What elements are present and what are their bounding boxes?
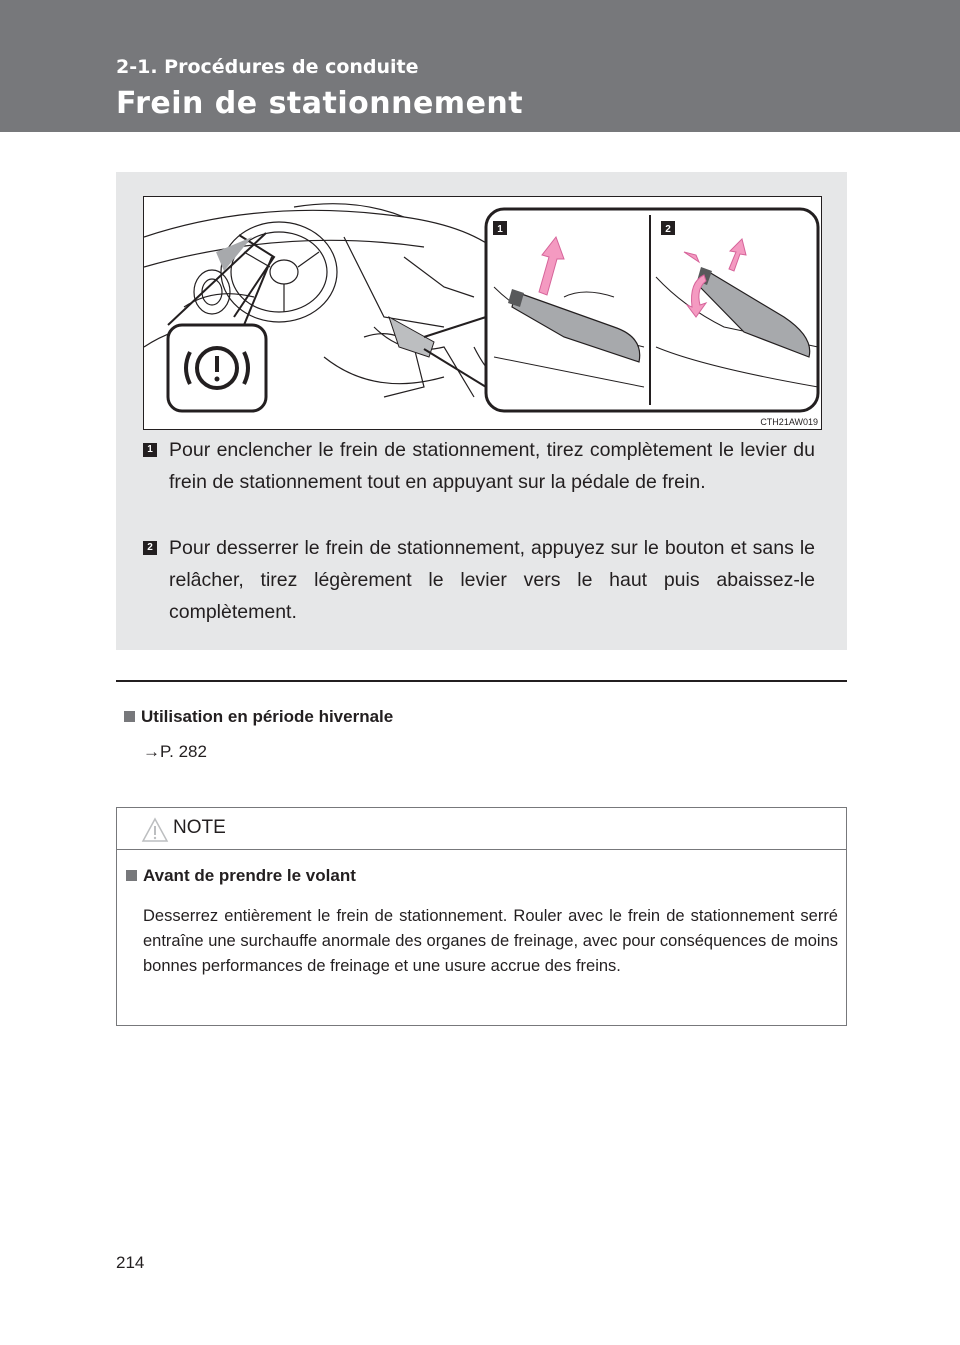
note-body: Desserrez entièrement le frein de stationnement. Rouler avec le frein de stationnement serré entraîne une surchauffe anormale des organes de freinage, avec pour conséquences de moins bonnes performances de freinage et une usure accrue des freins. [143,907,838,975]
winter-heading-row [124,707,393,727]
note-subheading: Avant de prendre le volant [143,866,356,885]
note-box [116,807,847,1026]
page-title: Frein de stationnement [116,86,524,121]
note-header [117,808,846,850]
step-1-badge: 1 [143,443,157,457]
step-2-text: Pour desserrer le frein de stationnement, appuyez sur le bouton et sans le relâcher, tirez légèrement le levier vers le haut puis abaissez-le complètement. [169,537,815,623]
parking-brake-illustration [143,196,822,430]
callout-2-label: 2 [665,224,671,235]
winter-page-reference[interactable]: →P. 282 [143,742,207,761]
step-1 [143,434,815,498]
step-2-badge: 2 [143,541,157,555]
section-label: 2-1. Procédures de conduite [116,56,419,78]
section-divider [116,680,847,682]
caution-triangle-icon [141,817,169,843]
square-bullet-icon [126,870,137,881]
figure-code: CTH21AW019 [760,417,818,427]
square-bullet-icon [124,711,135,722]
step-2 [143,532,815,628]
note-subheading-row [126,866,356,886]
page-header [0,0,960,132]
winter-heading: Utilisation en période hivernale [141,707,394,726]
note-label: NOTE [173,817,226,838]
callout-1-label: 1 [497,224,503,235]
page-number: 214 [116,1253,145,1272]
step-1-text: Pour enclencher le frein de stationnement, tirez complètement le levier du frein de stationnement tout en appuyant sur la pédale de frein. [169,439,815,493]
